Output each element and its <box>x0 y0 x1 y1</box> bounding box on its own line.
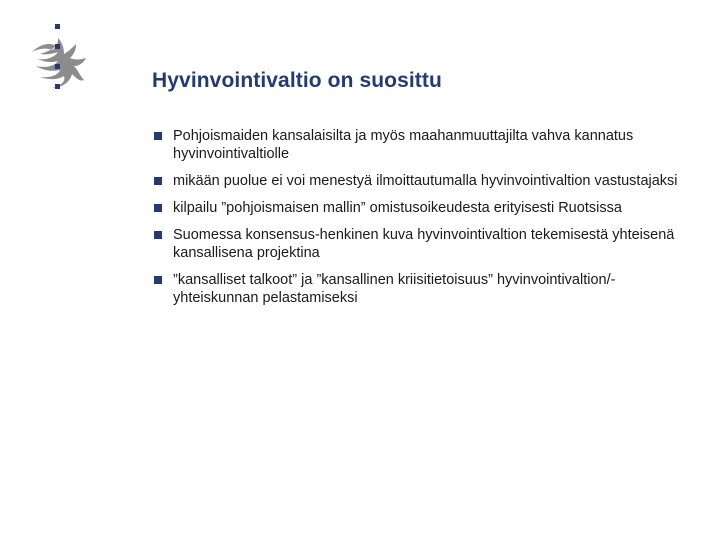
bullet-text: Pohjoismaiden kansalaisilta ja myös maahanmuuttajilta vahva kannatus hyvinvointivaltiolle <box>173 128 634 162</box>
university-of-helsinki-seal-icon <box>22 22 94 100</box>
bullet-item <box>152 226 692 262</box>
square-bullet-icon <box>154 231 162 239</box>
bullet-text: ”kansalliset talkoot” ja ”kansallinen kriisitietoisuus” hyvinvointivaltion/-yhteiskunnan pelastamiseksi <box>173 272 616 306</box>
bullet-text: kilpailu ”pohjoismaisen mallin” omistusoikeudesta erityisesti Ruotsissa <box>173 200 622 216</box>
square-bullet-icon <box>154 276 162 284</box>
square-bullet-icon <box>154 132 162 140</box>
bullet-list <box>152 127 692 316</box>
bullet-item <box>152 172 692 190</box>
bullet-item <box>152 271 692 307</box>
square-bullet-icon <box>154 204 162 212</box>
university-seal-logo <box>22 22 94 100</box>
bullet-text: mikään puolue ei voi menestyä ilmoittautumalla hyvinvointivaltion vastustajaksi <box>173 173 678 189</box>
bullet-item <box>152 127 692 163</box>
bullet-item <box>152 199 692 217</box>
bullet-text: Suomessa konsensus-henkinen kuva hyvinvointivaltion tekemisestä yhteisenä kansallisena projektina <box>173 227 675 261</box>
slide-title: Hyvinvointivaltio on suosittu <box>152 69 442 92</box>
square-bullet-icon <box>154 177 162 185</box>
